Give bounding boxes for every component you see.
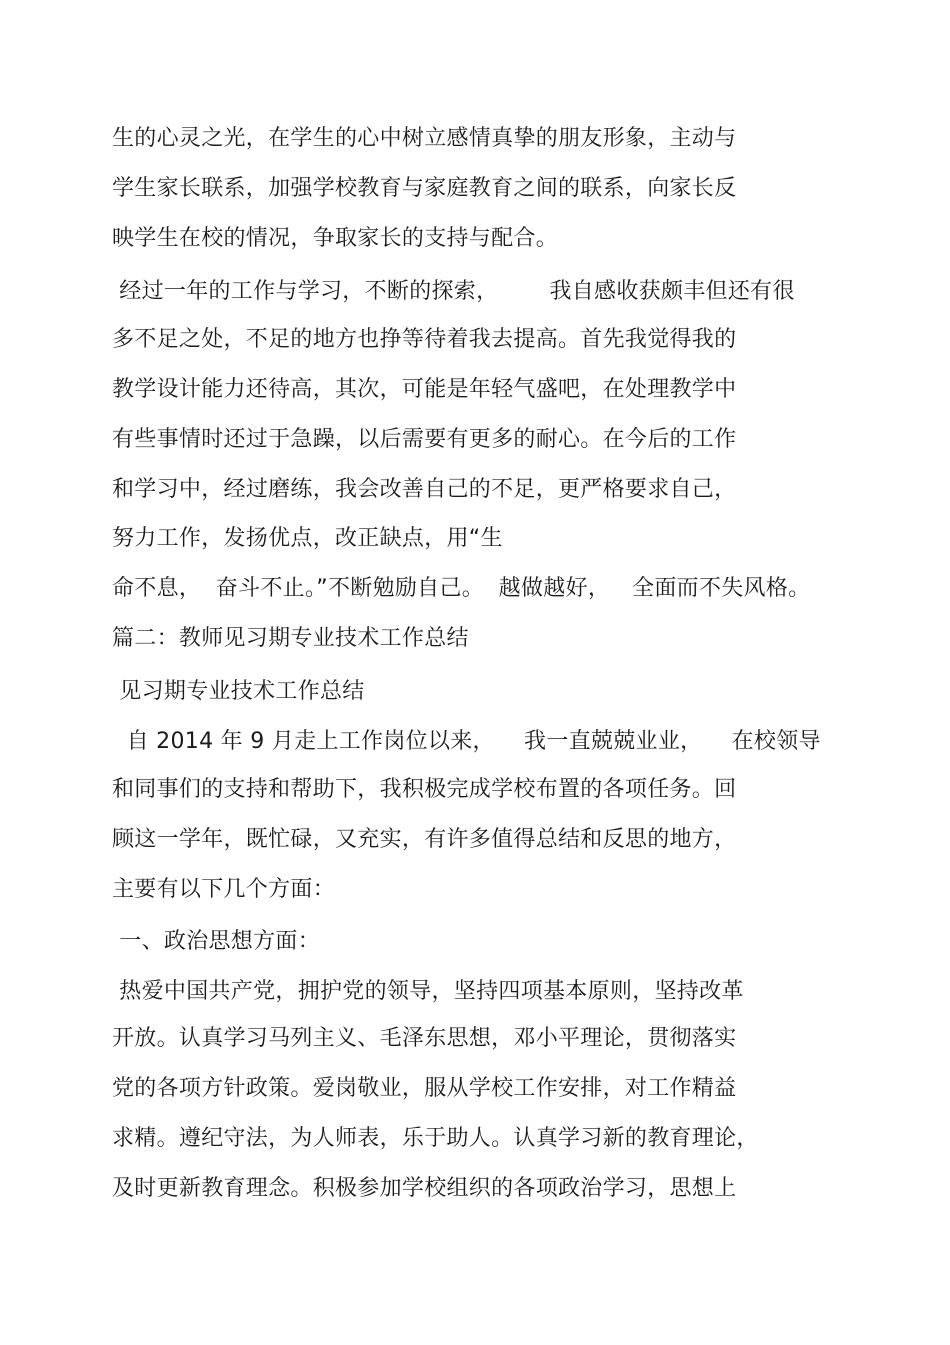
- paragraph-line-10: 命不息， 奋斗不止。”不断勉励自己。 越做越好， 全面而不失风格。: [112, 576, 811, 601]
- paragraph-line-5: 多不足之处，不足的地方也挣等待着我去提高。首先我觉得我的: [112, 327, 737, 352]
- paragraph-line-14: 和同事们的支持和帮助下，我积极完成学校布置的各项任务。回: [112, 777, 737, 802]
- paragraph-line-3: 映学生在校的情况，争取家长的支持与配合。: [112, 226, 559, 251]
- paragraph-line-4: 经过一年的工作与学习，不断的探索， 我自感收获颇丰但还有很: [112, 279, 795, 304]
- paragraph-line-7: 有些事情时还过于急躁，以后需要有更多的耐心。在今后的工作: [112, 427, 737, 452]
- section-subheading: 见习期专业技术工作总结: [112, 679, 365, 704]
- paragraph-line-18: 热爱中国共产党，拥护党的领导，坚持四项基本原则，坚持改革: [112, 979, 744, 1004]
- paragraph-line-15: 顾这一学年，既忙碌，又充实，有许多值得总结和反思的地方，: [112, 827, 737, 852]
- paragraph-line-2: 学生家长联系，加强学校教育与家庭教育之间的联系，向家长反: [112, 176, 737, 201]
- paragraph-line-16: 主要有以下几个方面：: [112, 877, 336, 902]
- paragraph-line-13: 自 2014 年 9 月走上工作岗位以来， 我一直兢兢业业， 在校领导: [112, 729, 821, 754]
- subsection-heading: 一、政治思想方面：: [112, 929, 320, 954]
- paragraph-line-22: 及时更新教育理念。积极参加学校组织的各项政治学习，思想上: [112, 1176, 737, 1201]
- paragraph-line-6: 教学设计能力还待高，其次，可能是年轻气盛吧，在处理教学中: [112, 377, 737, 402]
- paragraph-line-20: 党的各项方针政策。爱岗敬业，服从学校工作安排，对工作精益: [112, 1076, 737, 1101]
- section-heading: 篇二：教师见习期专业技术工作总结: [112, 626, 469, 651]
- paragraph-line-19: 开放。认真学习马列主义、毛泽东思想，邓小平理论，贯彻落实: [112, 1026, 737, 1051]
- paragraph-line-8: 和学习中，经过磨练，我会改善自己的不足，更严格要求自己，: [112, 477, 737, 502]
- paragraph-line-21: 求精。遵纪守法，为人师表，乐于助人。认真学习新的教育理论，: [112, 1126, 759, 1151]
- paragraph-line-9: 努力工作，发扬优点，改正缺点，用“生: [112, 526, 503, 551]
- paragraph-line-1: 生的心灵之光，在学生的心中树立感情真挚的朋友形象，主动与: [112, 126, 737, 151]
